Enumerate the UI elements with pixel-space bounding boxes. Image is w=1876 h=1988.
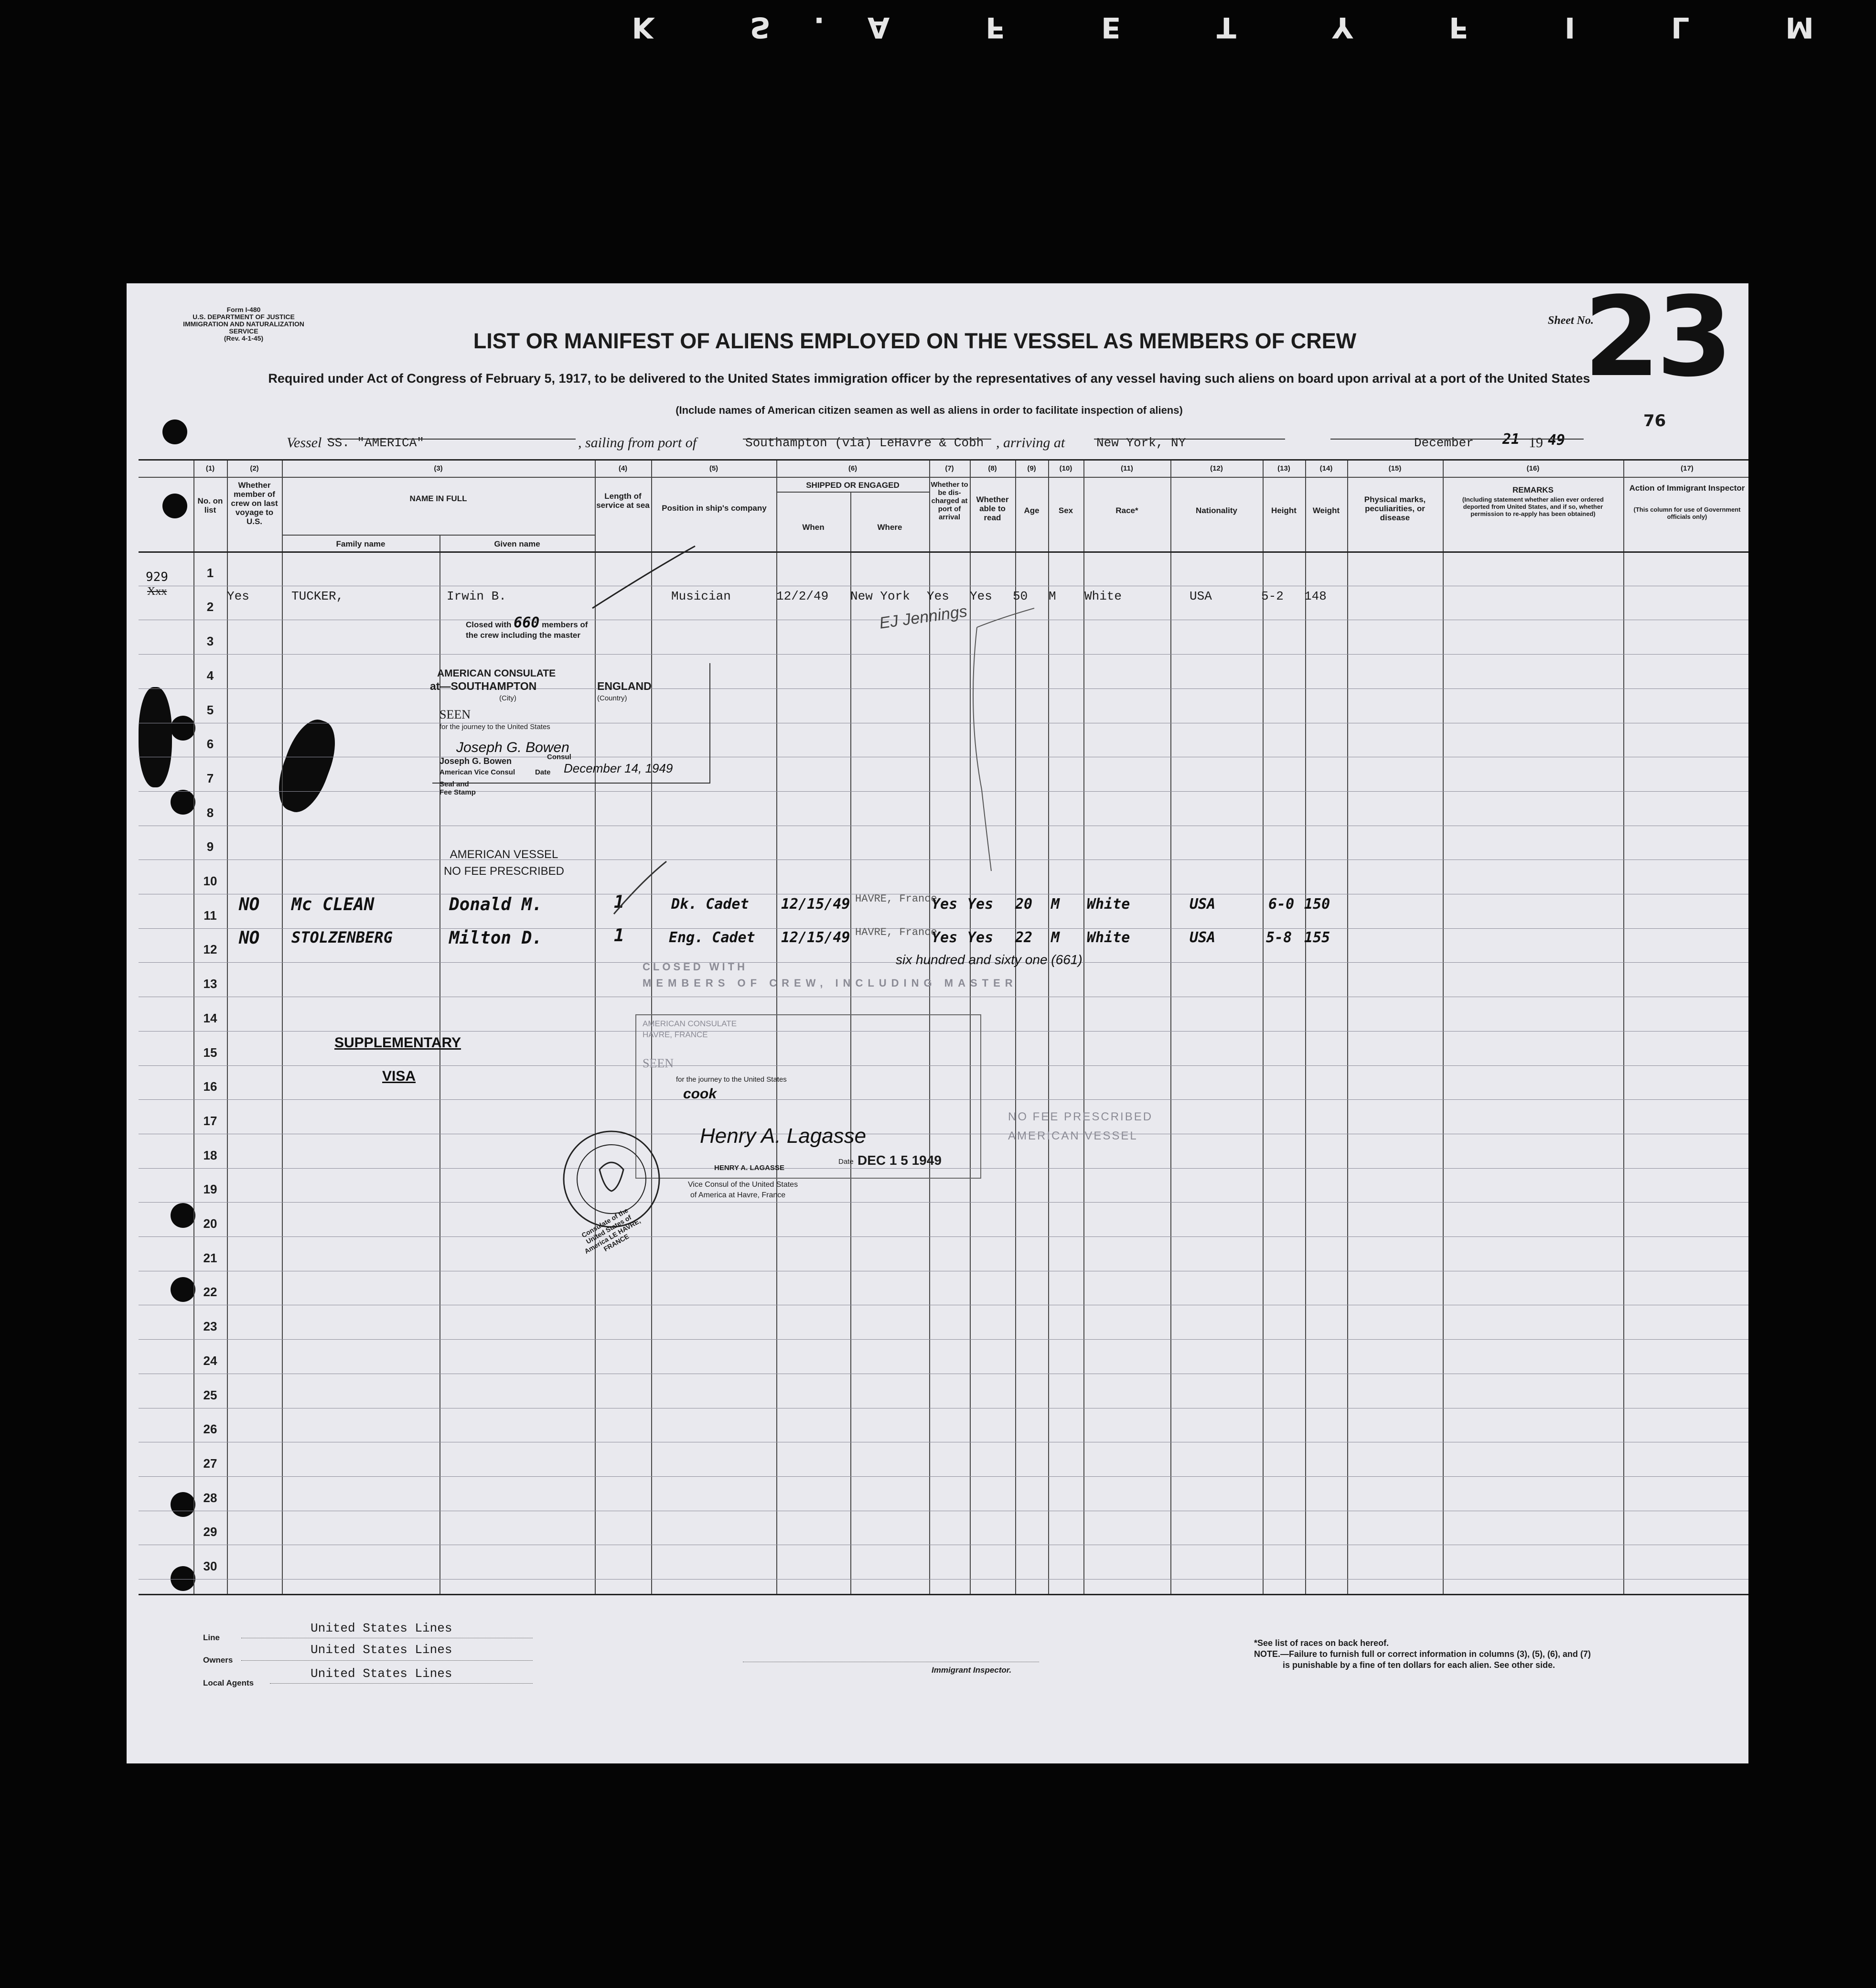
row-number: 23 bbox=[203, 1319, 217, 1334]
footer-agents-label: Local Agents bbox=[203, 1678, 254, 1687]
row-number: 30 bbox=[203, 1559, 217, 1573]
american-vessel-stamp: AMERICAN VESSEL NO FEE PRESCRIBED bbox=[443, 848, 565, 878]
col-age: Age bbox=[1024, 506, 1040, 515]
form-identifier: Form I-480 U.S. DEPARTMENT OF JUSTICE IMMIGRATION AND NATURALIZATION SERVICE (Rev. 4-1-45) bbox=[183, 306, 304, 342]
vice-consul-signature: Henry A. Lagasse bbox=[700, 1124, 867, 1148]
consulate-city: at—SOUTHAMPTON bbox=[430, 680, 537, 692]
supplementary-label: SUPPLEMENTARY bbox=[334, 1035, 461, 1051]
form-subtitle: Required under Act of Congress of February 5, 1917, to be delivered to the United States immigration officer by the representatives of any vessel having such aliens on board upon arrival at a port of the United States bbox=[268, 371, 1590, 386]
penalty-note: NOTE.—Failure to furnish full or correct information in columns (3), (5), (6), and (7) bbox=[1254, 1649, 1591, 1659]
col-action-note: (This column for use of Government officials only) bbox=[1633, 506, 1741, 520]
havre-handwritten-note: cook bbox=[683, 1086, 717, 1102]
form-subtitle-note: (Include names of American citizen seamen as well as aliens in order to facilitate inspection of aliens) bbox=[675, 404, 1183, 416]
row-number: 29 bbox=[203, 1525, 217, 1539]
col-no-on-list: No. on list bbox=[197, 496, 223, 515]
row-number: 8 bbox=[206, 805, 214, 820]
entry-age: 50 bbox=[1013, 589, 1028, 603]
consulate-country: ENGLAND bbox=[597, 680, 652, 692]
seen-stamp: SEEN bbox=[440, 708, 471, 721]
margin-note-struck: Xxx bbox=[147, 585, 167, 598]
from-port: Southampton (via) LeHavre & Cobh bbox=[745, 436, 984, 450]
page-marker: 76 bbox=[1643, 411, 1666, 430]
col-given-name: Given name bbox=[494, 539, 540, 548]
col-race: Race* bbox=[1115, 506, 1138, 515]
row-number: 27 bbox=[203, 1456, 217, 1471]
page-title: LIST OR MANIFEST OF ALIENS EMPLOYED ON THE VESSEL AS MEMBERS OF CREW bbox=[473, 329, 1357, 353]
col-nationality: Nationality bbox=[1196, 506, 1237, 515]
arriving-port: New York, NY bbox=[1096, 436, 1186, 450]
row-number: 14 bbox=[203, 1010, 217, 1025]
entry-given-name: Irwin B. bbox=[447, 589, 506, 603]
row-number: 6 bbox=[206, 737, 214, 752]
margin-note: 929 bbox=[146, 570, 168, 584]
entry-member: Yes bbox=[227, 589, 249, 603]
row-number: 24 bbox=[203, 1353, 217, 1368]
entry-discharged: Yes bbox=[927, 589, 949, 603]
havre-date: DEC 1 5 1949 bbox=[858, 1153, 942, 1168]
row-number: 13 bbox=[203, 977, 217, 991]
row-number: 9 bbox=[206, 839, 214, 854]
date-month: December bbox=[1414, 436, 1474, 450]
row-number: 16 bbox=[203, 1079, 217, 1094]
row-number: 11 bbox=[204, 908, 217, 923]
entry-height: 5-2 bbox=[1261, 589, 1284, 603]
consulate-title: AMERICAN CONSULATE bbox=[437, 668, 556, 679]
seal-text: Consulate of the United States of America LE HAVRE, FRANCE bbox=[580, 1206, 642, 1256]
col-name-in-full: NAME IN FULL bbox=[409, 494, 467, 503]
row-number: 7 bbox=[206, 771, 214, 785]
col-action-inspector: Action of Immigrant Inspector bbox=[1629, 484, 1745, 493]
row-number: 15 bbox=[203, 1045, 217, 1060]
row-number: 3 bbox=[206, 634, 214, 649]
col-able-to-read: Whether able to read bbox=[976, 495, 1009, 522]
entry-where: New York bbox=[850, 589, 910, 603]
col-discharged: Whether to be dis- charged at port of arrival bbox=[931, 481, 968, 521]
footer-owners-value: United States Lines bbox=[311, 1643, 452, 1657]
row-number: 26 bbox=[203, 1422, 217, 1437]
entry-family-name: TUCKER, bbox=[291, 589, 344, 603]
col-remarks: REMARKS bbox=[1512, 485, 1554, 494]
entry-nationality: USA bbox=[1190, 589, 1212, 603]
row-number: 5 bbox=[206, 702, 214, 717]
footer-owners-label: Owners bbox=[203, 1655, 233, 1665]
immigrant-inspector-label: Immigrant Inspector. bbox=[932, 1666, 1012, 1675]
races-note: *See list of races on back hereof. bbox=[1254, 1638, 1389, 1648]
col-sex: Sex bbox=[1058, 506, 1073, 515]
col-length-service: Length of service at sea bbox=[596, 492, 650, 510]
entry-read: Yes bbox=[970, 589, 992, 603]
crew-table: (1) (2) (3) (4) (5) (6) (7) (8) (9) (10) (11) (12) (13) (14) (15) (16) (17) No. on list Whether member of crew on last voyage to U.S. NAME IN FULL Family name Given name Length of service at sea Position in ship's company SHIPPED OR ENGAGED When Where Whether to be dis- charged at port of arrival Whether able to read Age Sex Race* Nationality Height Weight Physical marks, peculiarities, or disease REMARKS (Including statement whether alien ever ordered deported from United States, and if so, whether permission to re-apply has been obtained) Action of Immigrant Inspector (This column for use of Government officials only) 1 2 3 4 5 6 7 8 9 10 11 12 13 14 15 16 17 18 19 20 21 22 23 24 25 26 27 28 29 30 bbox=[139, 459, 1748, 1595]
row-number: 1 bbox=[206, 565, 214, 580]
row-number: 20 bbox=[203, 1216, 217, 1231]
date-year-prefix: 19 bbox=[1529, 435, 1543, 451]
consulate-date: December 14, 1949 bbox=[564, 761, 673, 775]
entry-race: White bbox=[1084, 589, 1122, 603]
entry-weight: 148 bbox=[1304, 589, 1327, 603]
footer-line-label: Line bbox=[203, 1633, 220, 1642]
row-number: 10 bbox=[203, 874, 217, 888]
col-weight: Weight bbox=[1312, 506, 1340, 515]
entry-when: 12/2/49 bbox=[776, 589, 829, 603]
faded-no-fee-stamp: NO FEE PRESCRIBED AMERICAN VESSEL bbox=[1008, 1110, 1153, 1142]
penalty-note-cont: is punishable by a fine of ten dollars for each alien. See other side. bbox=[1283, 1660, 1555, 1670]
vessel-name: SS. "AMERICA" bbox=[327, 436, 424, 450]
col-height: Height bbox=[1271, 506, 1297, 515]
col-shipped-engaged: SHIPPED OR ENGAGED bbox=[806, 481, 900, 490]
row-number: 4 bbox=[206, 668, 214, 683]
row-number: 25 bbox=[203, 1387, 217, 1402]
sailing-label: , sailing from port of bbox=[578, 435, 697, 451]
sheet-number: 23 bbox=[1584, 283, 1729, 401]
row-number: 28 bbox=[203, 1490, 217, 1505]
row-number: 22 bbox=[203, 1285, 217, 1300]
col-where: Where bbox=[877, 523, 902, 532]
inspector-initials: EJ Jennings bbox=[878, 602, 968, 633]
vessel-label: Vessel bbox=[287, 435, 322, 451]
col-remarks-note: (Including statement whether alien ever ordered deported from United States, and if so, whether permission to re-apply has been obtained) bbox=[1462, 496, 1604, 517]
col-member-last-voyage: Whether member of crew on last voyage to U.S. bbox=[231, 481, 278, 526]
col-physical-marks: Physical marks, peculiarities, or disease bbox=[1364, 495, 1426, 522]
closed-with-stamp: CLOSED WITH bbox=[643, 961, 748, 973]
row-number: 19 bbox=[203, 1182, 217, 1197]
crew-count-handwritten: six hundred and sixty one (661) bbox=[896, 952, 1083, 967]
consul-signature: Joseph G. Bowen bbox=[456, 740, 569, 755]
arriving-label: , arriving at bbox=[996, 435, 1065, 451]
visa-label: VISA bbox=[382, 1068, 416, 1084]
col-position: Position in ship's company bbox=[662, 504, 767, 513]
entry-position: Musician bbox=[671, 589, 731, 603]
row-number: 18 bbox=[203, 1148, 217, 1162]
manifest-footer bbox=[127, 1592, 1748, 1763]
footer-line-value: United States Lines bbox=[311, 1621, 452, 1635]
date-day: 21 bbox=[1502, 431, 1520, 448]
pen-strokes bbox=[127, 283, 1748, 1763]
film-edge-marking: K S.A F E T Y F I L M bbox=[632, 11, 1857, 44]
sheet-label: Sheet No. bbox=[1548, 314, 1594, 327]
row-number: 2 bbox=[206, 600, 214, 614]
col-family-name: Family name bbox=[336, 539, 386, 548]
manifest-sheet: Form I-480 U.S. DEPARTMENT OF JUSTICE IMMIGRATION AND NATURALIZATION SERVICE (Rev. 4-1-45) LIST OR MANIFEST OF ALIENS EMPLOYED ON THE VESSEL AS MEMBERS OF CREW Required under Act of Congress of February 5, 1917, to be delivered to the United States immigration officer by the representatives of any vessel having such aliens on board upon arrival at a port of the United States (Include names of American citizen seamen as well as aliens in order to facilitate inspection of aliens) Sheet No. 23 76 Vessel SS. "AMERICA" , sailing from port of Southampton (via) LeHavre & Cobh , arriving at New York, NY December 21 19 49 (1) (2) (3) (4) (5) (6) (7) (8) (9) (10) (11) (12) (13) (14) (15) (16) (17) No. on list Whether member of crew on last voyage to U.S. NAME IN FULL Family name Given name Length of service at sea Position in ship's company SHIPPED OR ENGAGED When Where Whether to be dis- charged at port of arrival Whether able to read Age Sex Race* Nationality Height Weight Physical marks, peculiarities, or disease REMARKS (Including statement whether alien ever ordered deported from United States, and if so, whether permission to re-apply has been obtained) Action of Immigrant Inspector (This column for use of Government officials only) 1 2 3 4 5 6 7 8 9 10 11 12 13 14 15 16 17 18 19 20 21 22 23 24 25 26 27 28 29 30 929 Xxx Yes TUCKER, Irwin B. Musician 12/2/49 New York Yes Yes 50 M White USA 5-2 148 Closed with 660 members of the crew including the master AMERICAN CONSULATE at—SOUTHAMPTON ENGLAND (City) (Country) SEEN for the journey to the United States Joseph G. Bowen Joseph G. Bowen Consul American Vice Consul Date December 14, 1949 Seal and Fee Stamp AMERICAN VESSEL NO FEE PRESCRIBED NO Mc CLEAN Donald M. 1 Dk. Cadet 12/15/49 HAVRE, France Yes Yes 20 M White USA 6-0 150 NO STOLZENBERG Milton D. 1 Eng. Cadet 12/15/49 HAVRE, France Yes Yes 22 M White USA 5-8 155 CLOSED WITH six hundred and sixty one (661) MEMBERS OF CREW, INCLUDING MASTER AMERICAN CONSULATE HAVRE, FRANCE SEEN for the journey to the United States cook Henry A. Lagasse HENRY A. LAGASSE Vice Consul of the United States of America at Havre, France Date DEC 1 5 1949 Consulate of the United States of America LE HAVRE, FRANCE NO FEE PRESCRIBED AMERICAN VESSEL SUPPLEMENTARY VISA EJ Jennings Line United States Lines Owners United States Lines Local Agents United States Lines Immigrant Inspector. *See list of races on back hereof. NOTE.—Failure to furnish full or correct information in columns (3), (5), (6), and (7) is punishable by a fine of ten dollars for each alien. See other side. bbox=[127, 283, 1748, 1763]
closed-stamp: Closed with 660 members of the crew including the master bbox=[466, 614, 588, 640]
row-number: 12 bbox=[203, 942, 217, 957]
entry-sex: M bbox=[1049, 589, 1056, 603]
col-when: When bbox=[802, 523, 825, 532]
footer-agents-value: United States Lines bbox=[311, 1666, 452, 1681]
row-number: 21 bbox=[203, 1250, 217, 1265]
row-number: 17 bbox=[203, 1113, 217, 1128]
date-year: 49 bbox=[1548, 432, 1565, 449]
